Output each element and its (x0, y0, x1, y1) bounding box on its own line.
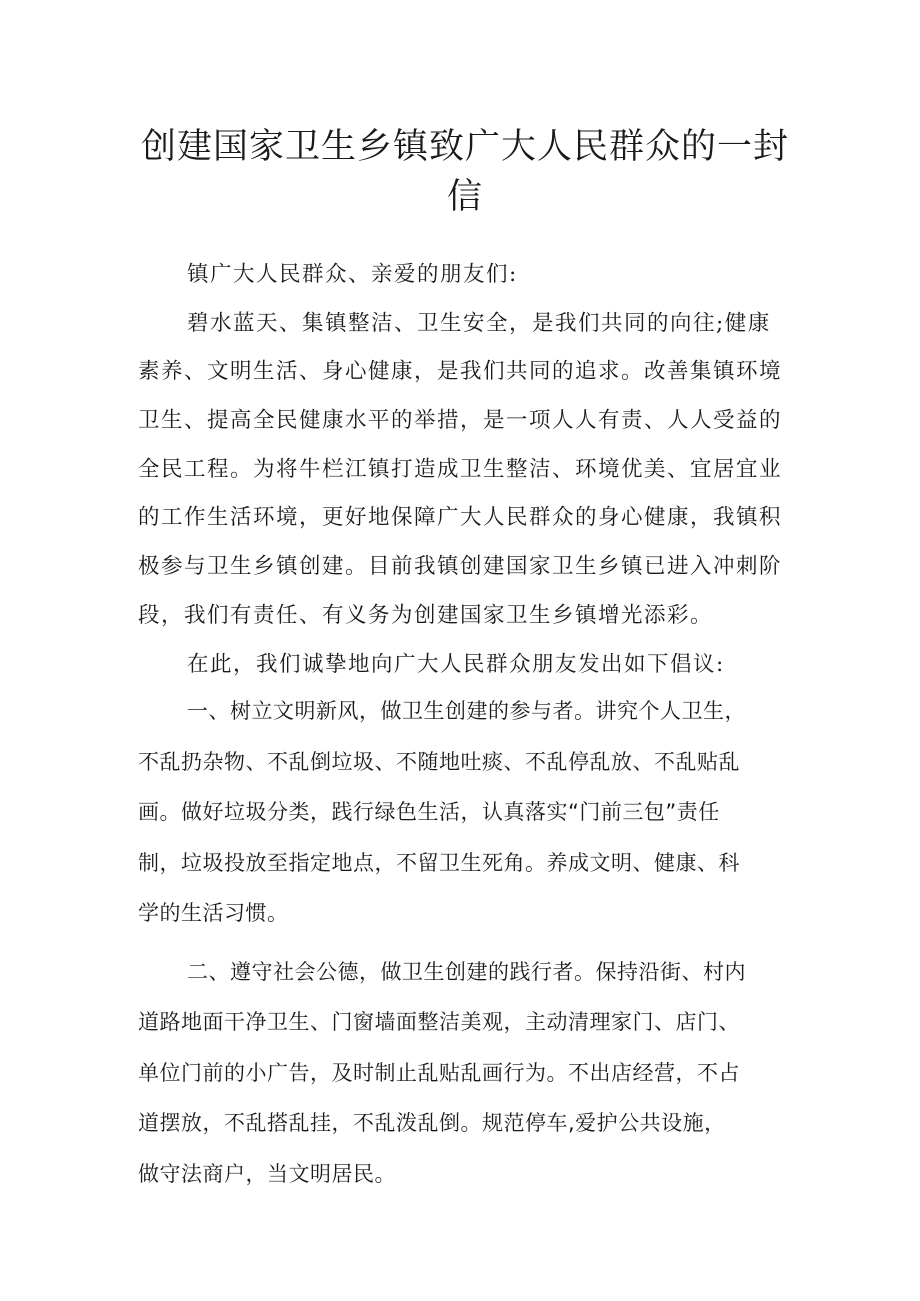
section-2-line: 二、遵守社会公德，做卫生创建的践行者。保持沿街、村内 (187, 959, 746, 984)
paragraph-1-line: 极参与卫生乡镇创建。目前我镇创建国家卫生乡镇已进入冲刺阶 (138, 554, 783, 580)
section-2-line: 做守法商户，当文明居民。 (138, 1161, 396, 1186)
section-1-line: 画。做好垃圾分类，践行绿色生活，认真落实“门前三包”责任 (138, 800, 720, 824)
section-1-line: 一、树立文明新风，做卫生创建的参与者。讲究个人卫生， (187, 699, 746, 723)
section-2-line: 道路地面干净卫生、门窗墙面整洁美观，主动清理家门、店门、 (138, 1010, 740, 1034)
paragraph-1-line: 碧水蓝天、集镇整洁、卫生安全，是我们共同的向往;健康 (187, 310, 771, 336)
letter-body (138, 251, 793, 689)
paragraph-spacer (138, 939, 808, 947)
paragraph-1-line: 卫生、提高全民健康水平的举措，是一项人人有责、人人受益的 (138, 408, 783, 434)
section-2-line: 单位门前的小广告，及时制止乱贴乱画行为。不出店经营，不占 (138, 1060, 740, 1085)
letter-title-line-1: 创建国家卫生乡镇致广大人民群众的一封 (140, 127, 789, 167)
paragraph-1-line: 的工作生活环境，更好地保障广大人民群众的身心健康，我镇积 (138, 505, 783, 531)
letter-title (140, 122, 790, 222)
salutation: 镇广大人民群众、亲爱的朋友们: (187, 262, 518, 287)
paragraph-1-line: 全民工程。为将牛栏江镇打造成卫生整洁、环境优美、宜居宜业 (138, 456, 783, 482)
letter-title-line-2: 信 (446, 177, 483, 217)
paragraph-1-line: 素养、文明生活、身心健康，是我们共同的追求。改善集镇环境 (138, 359, 783, 385)
section-1-line: 制，垃圾投放至指定地点，不留卫生死角。养成文明、健康、科 (138, 850, 740, 875)
section-1-line: 不乱扔杂物、不乱倒垃圾、不随地吐痰、不乱停乱放、不乱贴乱 (138, 749, 740, 774)
section-1-line: 学的生活习惯。 (138, 901, 289, 925)
intro-line: 在此，我们诚挚地向广大人民群众朋友发出如下倡议: (187, 651, 725, 677)
paragraph-1-line: 段，我们有责任、有义务为创建国家卫生乡镇增光添彩。 (138, 602, 714, 628)
proposals (138, 686, 808, 1199)
section-2-line: 道摆放，不乱搭乱挂，不乱泼乱倒。规范停车,爱护公共设施， (138, 1111, 726, 1135)
